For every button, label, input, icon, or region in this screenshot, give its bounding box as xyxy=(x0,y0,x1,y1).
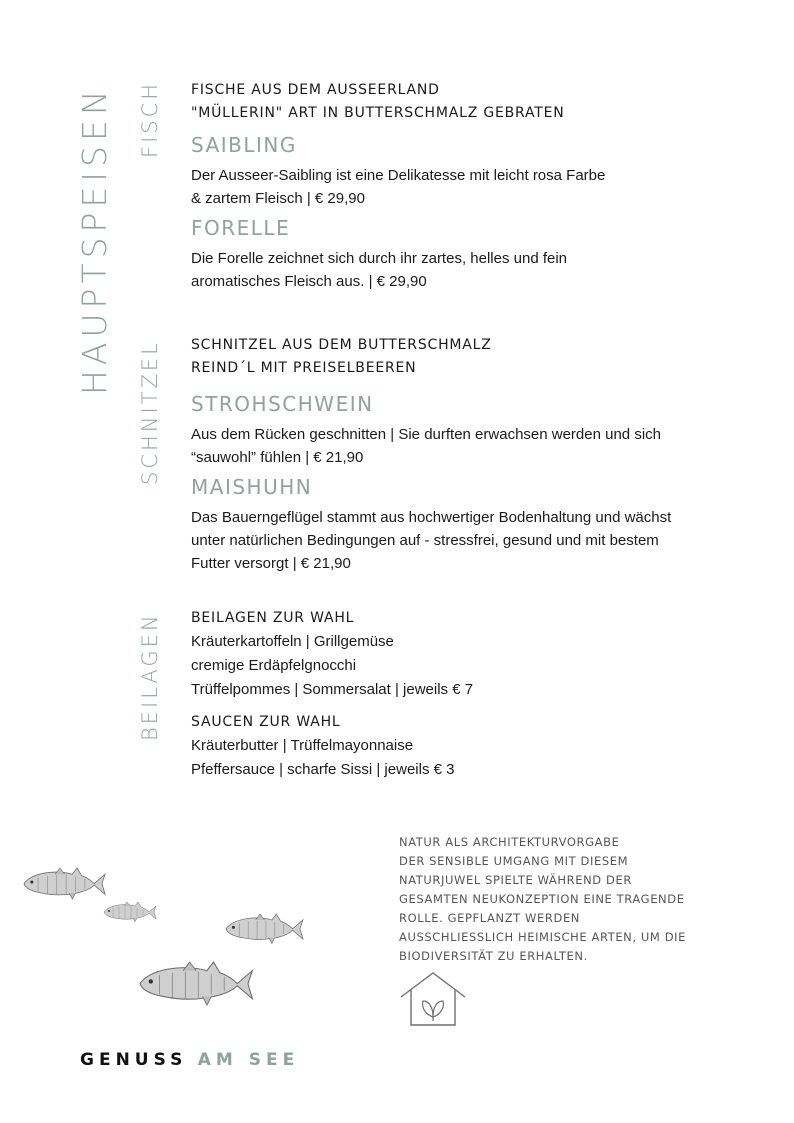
house-leaf-icon xyxy=(399,971,467,1027)
side-dish-line: cremige Erdäpfelgnocchi xyxy=(191,657,357,674)
fish-2-icon xyxy=(104,902,156,922)
natur-line: ROLLE. GEPFLANZT WERDEN xyxy=(399,911,581,925)
menu-item-maishuhn xyxy=(191,474,751,575)
saucen-section xyxy=(191,711,751,782)
category-label-fisch: FISCH xyxy=(138,80,162,158)
natur-line: NATUR ALS ARCHITEKTURVORGABE xyxy=(399,835,620,849)
beilagen-section xyxy=(191,607,751,702)
dish-description: aromatisches Fleisch aus. | € 29,90 xyxy=(191,273,427,290)
side-dish-line: Trüffelpommes | Sommersalat | jeweils € 7 xyxy=(191,681,474,698)
natur-line: DER SENSIBLE UMGANG MIT DIESEM xyxy=(399,854,629,868)
schnitzel-intro-line: REIND´L MIT PREISELBEEREN xyxy=(191,360,417,376)
section-heading: BEILAGEN ZUR WAHL xyxy=(191,610,355,626)
dish-name: FORELLE xyxy=(191,216,291,240)
menu-item-strohschwein xyxy=(191,391,751,469)
menu-item-saibling xyxy=(191,132,751,210)
page-title: HAUPTSPEISEN xyxy=(75,85,114,395)
brand-logo xyxy=(80,1050,299,1070)
schnitzel-intro xyxy=(191,334,751,380)
sauce-line: Kräuterbutter | Trüffelmayonnaise xyxy=(191,737,414,754)
fish-3-icon xyxy=(226,914,303,944)
fish-illustration xyxy=(20,850,320,1020)
dish-name: MAISHUHN xyxy=(191,475,313,499)
fish-4-icon xyxy=(140,962,252,1005)
natur-line: AUSSCHLIESSLICH HEIMISCHE ARTEN, UM DIE xyxy=(399,930,687,944)
dish-description: Der Ausseer-Saibling ist eine Delikatesse mit leicht rosa Farbe xyxy=(191,167,606,184)
dish-description: & zartem Fleisch | € 29,90 xyxy=(191,190,365,207)
dish-description: Futter versorgt | € 21,90 xyxy=(191,555,351,572)
natur-line: NATURJUWEL SPIELTE WÄHREND DER xyxy=(399,873,632,887)
dish-description: Das Bauerngeflügel stammt aus hochwertiger Bodenhaltung und wächst xyxy=(191,509,672,526)
dish-name: SAIBLING xyxy=(191,133,297,157)
brand-word-genuss: GENUSS xyxy=(80,1050,188,1070)
section-heading: SAUCEN ZUR WAHL xyxy=(191,714,341,730)
dish-description: unter natürlichen Bedingungen auf - stressfrei, gesund und mit bestem xyxy=(191,532,659,549)
sauce-line: Pfeffersauce | scharfe Sissi | jeweils € 3 xyxy=(191,761,455,778)
brand-word-am-see: AM SEE xyxy=(197,1050,300,1070)
natur-text-block xyxy=(399,833,719,966)
category-label-schnitzel: SCHNITZEL xyxy=(138,340,162,485)
dish-description: Aus dem Rücken geschnitten | Sie durften erwachsen werden und sich xyxy=(191,426,661,443)
fisch-intro xyxy=(191,79,751,125)
dish-description: Die Forelle zeichnet sich durch ihr zartes, helles und fein xyxy=(191,250,568,267)
schnitzel-intro-line: SCHNITZEL AUS DEM BUTTERSCHMALZ xyxy=(191,337,492,353)
side-dish-line: Kräuterkartoffeln | Grillgemüse xyxy=(191,633,394,650)
dish-name: STROHSCHWEIN xyxy=(191,392,374,416)
natur-line: BIODIVERSITÄT ZU ERHALTEN. xyxy=(399,949,588,963)
fisch-intro-line: "MÜLLERIN" ART IN BUTTERSCHMALZ GEBRATEN xyxy=(191,105,565,121)
fish-1-icon xyxy=(24,868,105,899)
category-label-beilagen: BEILAGEN xyxy=(138,612,162,741)
fisch-intro-line: FISCHE AUS DEM AUSSEERLAND xyxy=(191,82,440,98)
natur-line: GESAMTEN NEUKONZEPTION EINE TRAGENDE xyxy=(399,892,685,906)
menu-item-forelle xyxy=(191,215,751,293)
dish-description: “sauwohl” fühlen | € 21,90 xyxy=(191,449,364,466)
